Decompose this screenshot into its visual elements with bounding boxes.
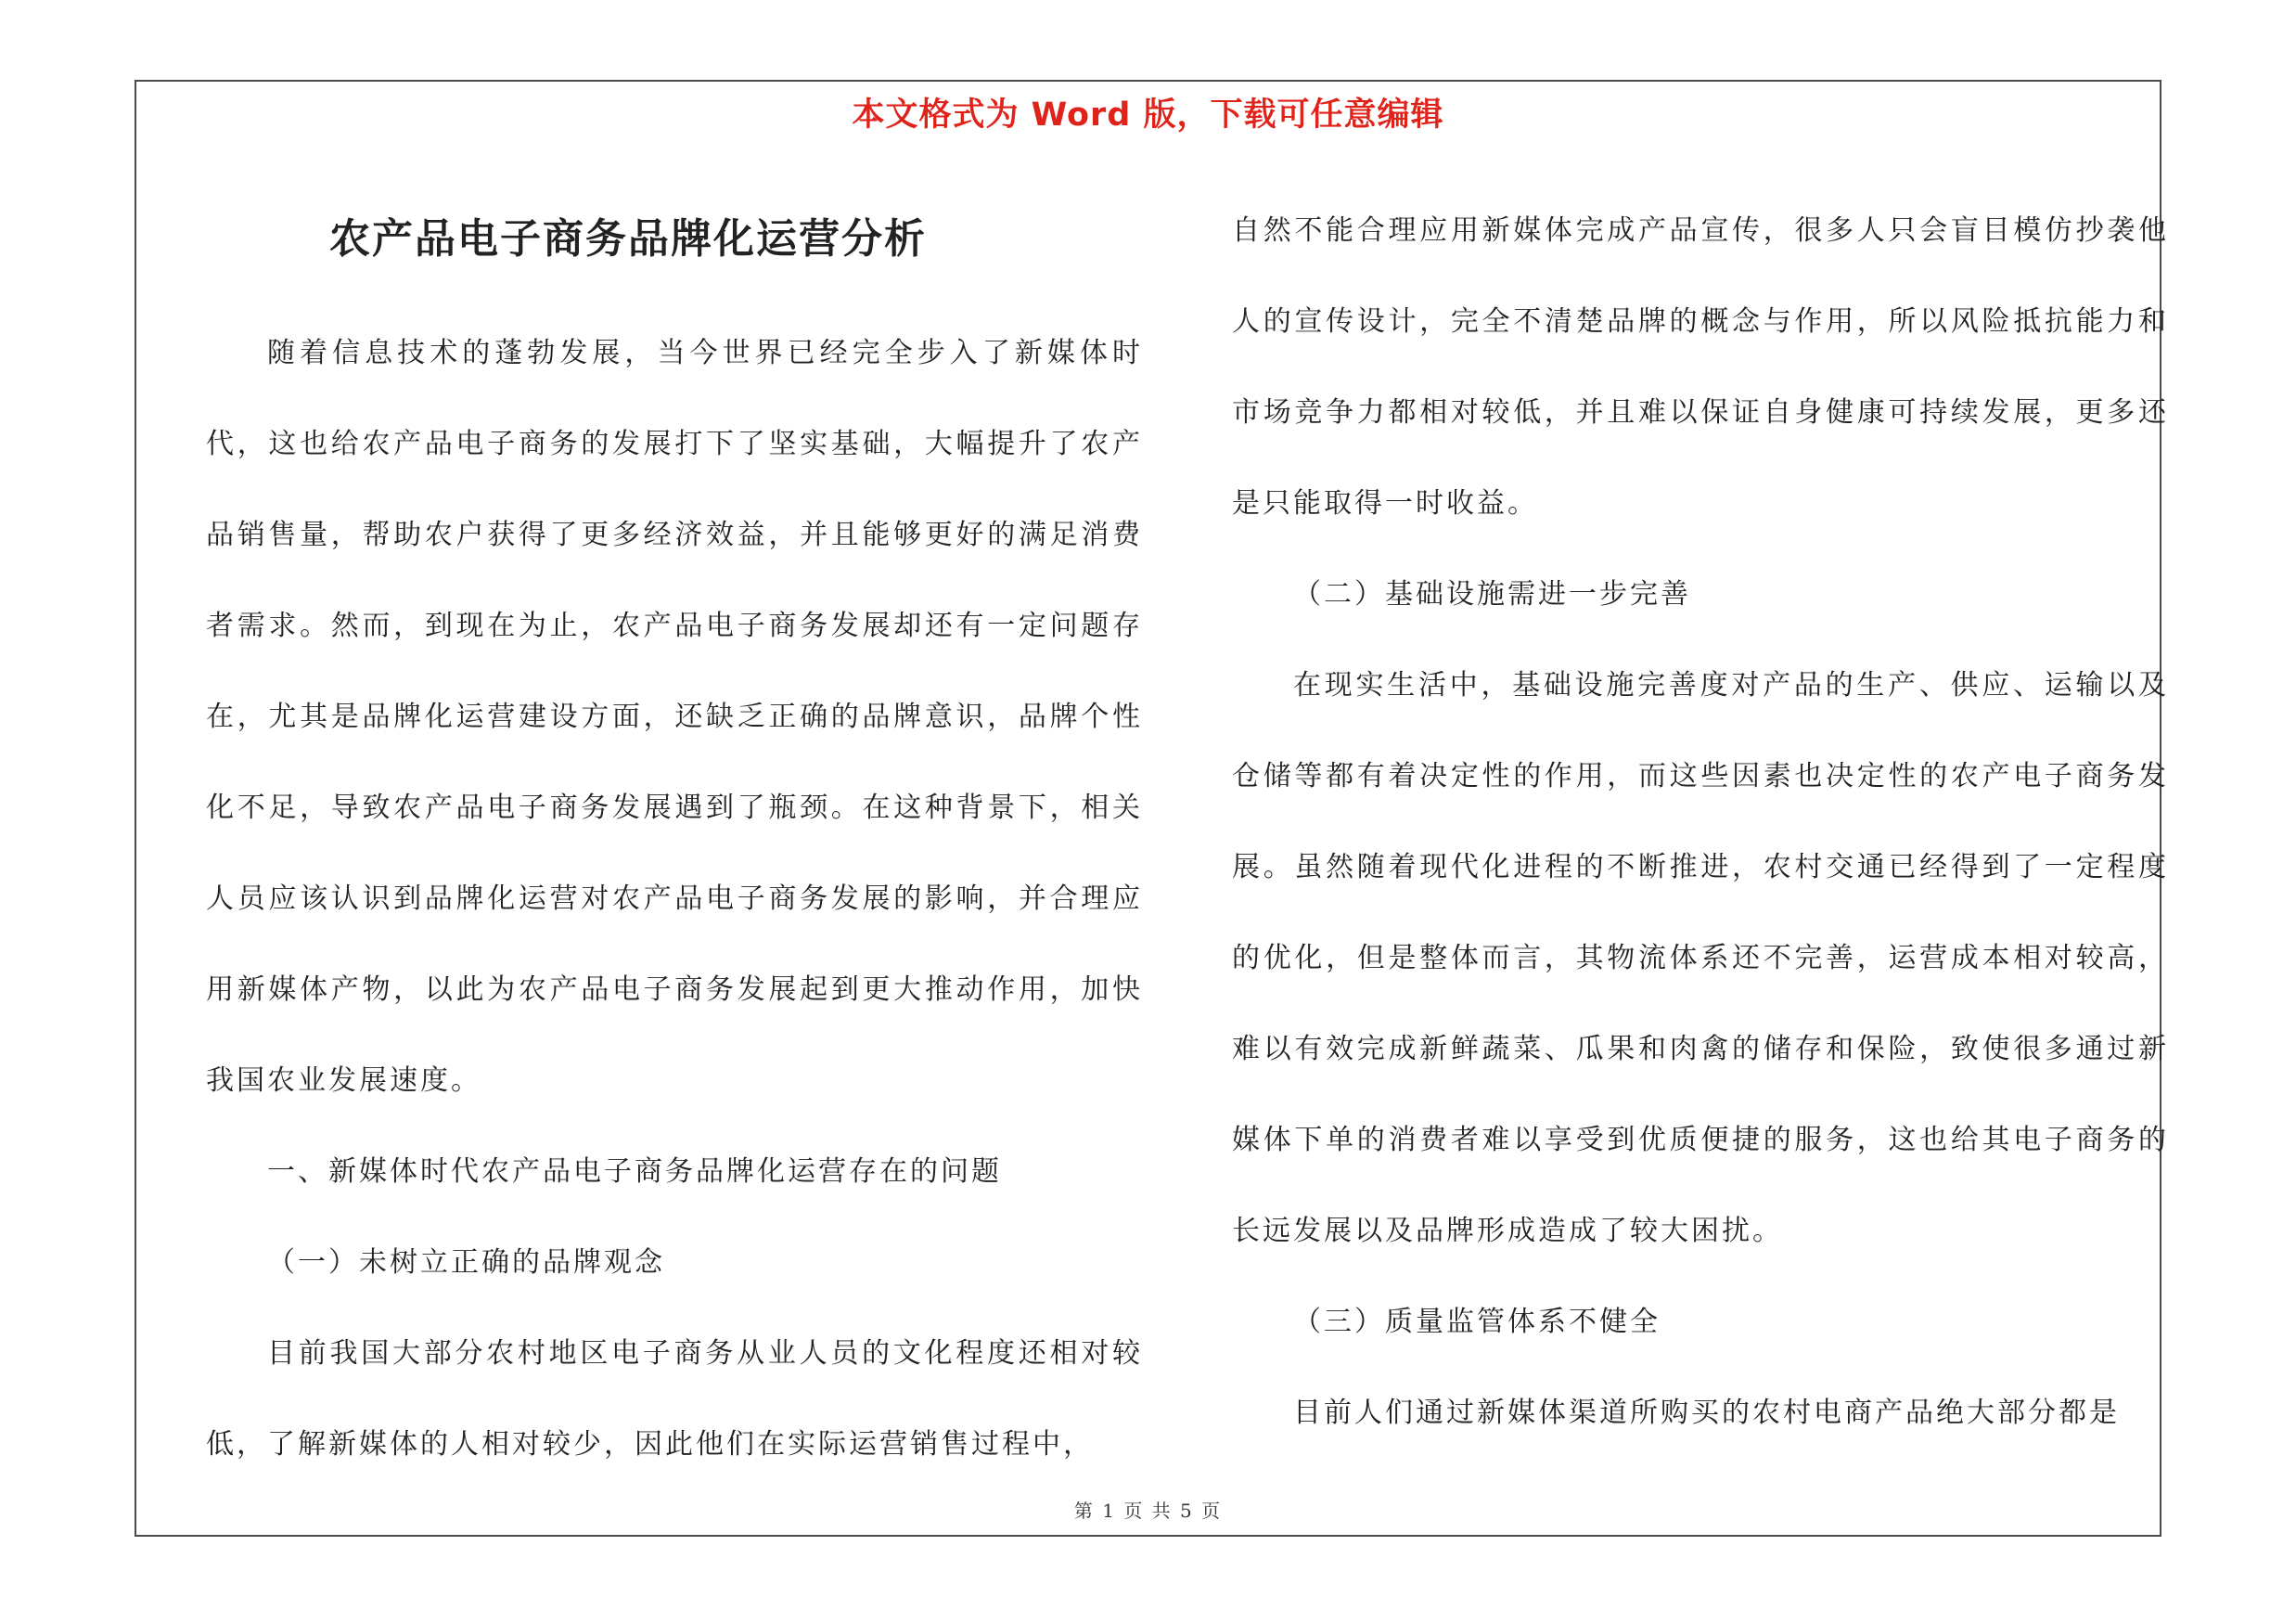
subsection-1-paragraph-continued: 自然不能合理应用新媒体完成产品宣传，很多人只会盲目模仿抄袭他人的宣传设计，完全不清楚品牌的概念与作用，所以风险抵抗能力和市场竞争力都相对较低，并且难以保证自身健康可持续发展，更多还是只能取得一时收益。	[1232, 214, 2169, 520]
section-heading-1: 一、新媒体时代农产品电子商务品牌化运营存在的问题	[267, 1155, 1002, 1188]
subsection-heading-2: （二）基础设施需进一步完善	[1293, 578, 1691, 611]
subsection-heading-3: （三）质量监管体系不健全	[1293, 1306, 1661, 1338]
document-title: 农产品电子商务品牌化运营分析	[329, 215, 927, 263]
format-banner: 本文格式为 Word 版，下载可任意编辑	[852, 97, 1444, 134]
intro-paragraph: 随着信息技术的蓬勃发展，当今世界已经完全步入了新媒体时代，这也给农产品电子商务的发展打下了坚实基础，大幅提升了农产品销售量，帮助农户获得了更多经济效益，并且能够更好的满足消费者需求。然而，到现在为止，农产品电子商务发展却还有一定问题存在，尤其是品牌化运营建设方面，还缺乏正确的品牌意识，品牌个性化不足，导致农产品电子商务发展遇到了瓶颈。在这种背景下，相关人员应该认识到品牌化运营对农产品电子商务发展的影响，并合理应用新媒体产物，以此为农产品电子商务发展起到更大推动作用，加快我国农业发展速度。	[206, 337, 1143, 1097]
subsection-2-paragraph: 在现实生活中，基础设施完善度对产品的生产、供应、运输以及仓储等都有着决定性的作用，而这些因素也决定性的农产电子商务发展。虽然随着现代化进程的不断推进，农村交通已经得到了一定程度的优化，但是整体而言，其物流体系还不完善，运营成本相对较高，难以有效完成新鲜蔬菜、瓜果和肉禽的储存和保险，致使很多通过新媒体下单的消费者难以享受到优质便捷的服务，这也给其电子商务的长远发展以及品牌形成造成了较大困扰。	[1232, 669, 2169, 1247]
subsection-3-paragraph: 目前人们通过新媒体渠道所购买的农村电商产品绝大部分都是	[1293, 1397, 2120, 1429]
page-number-footer: 第 1 页 共 5 页	[1073, 1500, 1223, 1522]
left-column	[206, 186, 1143, 1490]
subsection-1-paragraph: 目前我国大部分农村地区电子商务从业人员的文化程度还相对较低，了解新媒体的人相对较少，因此他们在实际运营销售过程中，	[206, 1337, 1143, 1461]
right-column	[1232, 186, 2169, 1459]
subsection-heading-1: （一）未树立正确的品牌观念	[267, 1246, 665, 1279]
